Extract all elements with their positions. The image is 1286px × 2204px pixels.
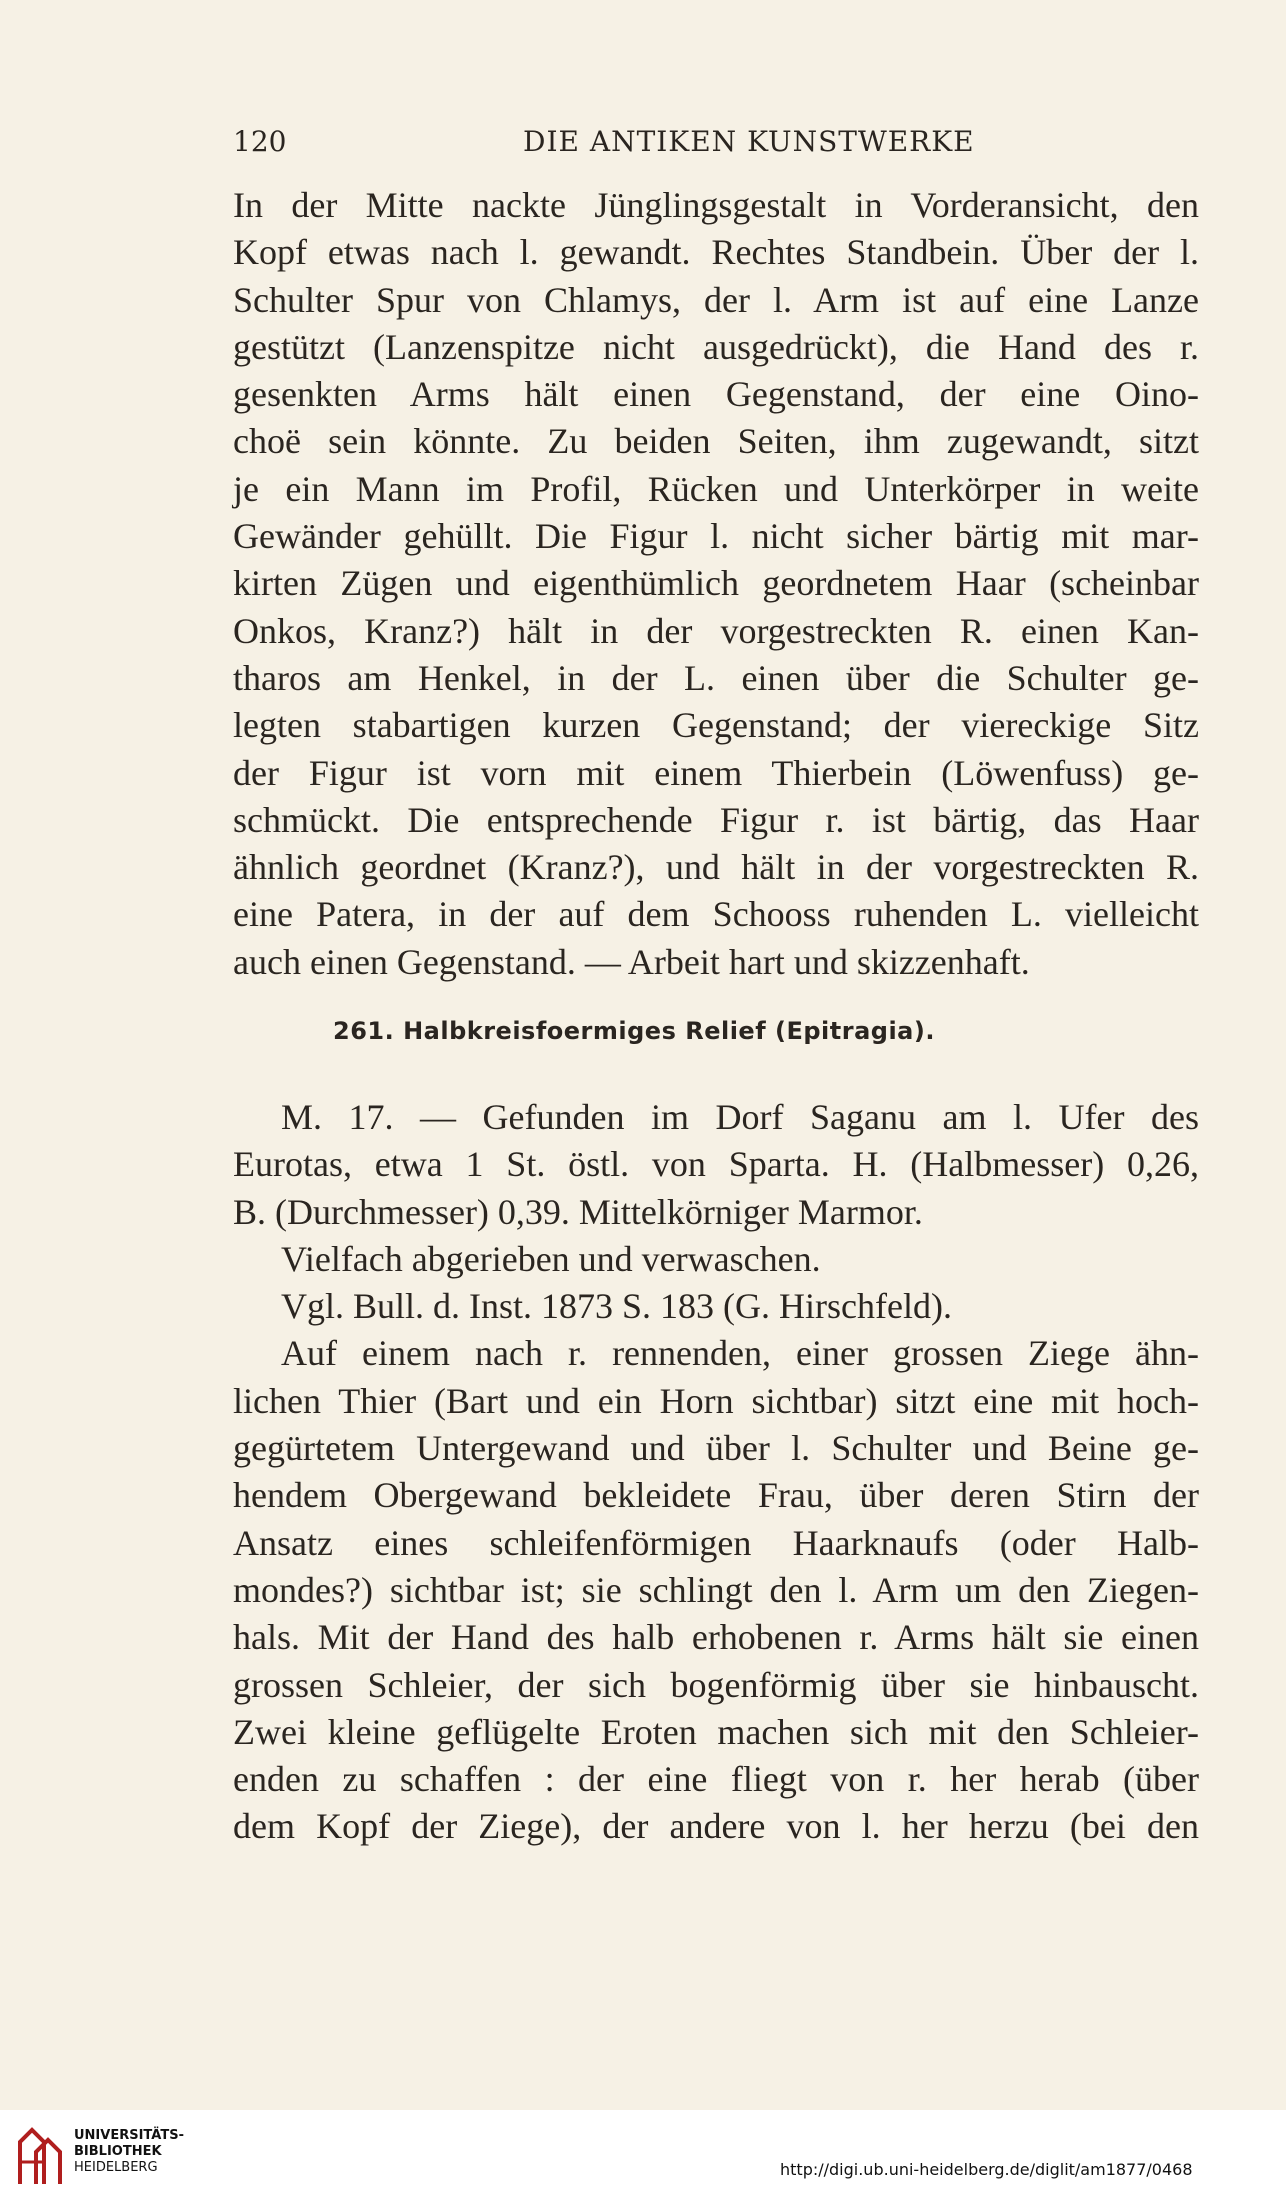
- text-line: Kopf etwas nach l. gewandt. Rechtes Standbein. Über der l.: [233, 232, 1199, 273]
- text-line: Eurotas, etwa 1 St. östl. von Sparta. H. (Halbmesser) 0,26,: [233, 1144, 1199, 1185]
- text-line: auch einen Gegenstand. — Arbeit hart und skizzenhaft.: [233, 941, 1030, 982]
- text-line: schmückt. Die entsprechende Figur r. ist bärtig, das Haar: [233, 799, 1199, 840]
- text-line: Vielfach abgerieben und verwaschen.: [281, 1238, 821, 1279]
- library-name-line: HEIDELBERG: [74, 2160, 158, 2175]
- text-line: lichen Thier (Bart und ein Horn sichtbar) sitzt eine mit hoch-: [233, 1380, 1199, 1421]
- page-number: 120: [233, 125, 287, 158]
- digitization-footer: [0, 2110, 1286, 2204]
- text-line: gegürtetem Untergewand und über l. Schulter und Beine ge-: [233, 1428, 1199, 1469]
- text-line: gesenkten Arms hält einen Gegenstand, der eine Oino-: [233, 374, 1199, 415]
- text-line: tharos am Henkel, in der L. einen über die Schulter ge-: [233, 657, 1199, 698]
- source-url-link[interactable]: http://digi.ub.uni-heidelberg.de/diglit/am1877/0468: [780, 2160, 1193, 2179]
- text-line: eine Patera, in der auf dem Schooss ruhenden L. vielleicht: [233, 894, 1199, 935]
- text-line: In der Mitte nackte Jünglingsgestalt in Vorderansicht, den: [233, 185, 1199, 225]
- paragraph-continuation: [233, 182, 1199, 986]
- library-name-line: BIBLIOTHEK: [74, 2144, 162, 2159]
- running-title: DIE ANTIKEN KUNSTWERKE: [523, 125, 975, 158]
- running-head: [233, 125, 1209, 165]
- text-line: dem Kopf der Ziege), der andere von l. her herzu (bei den: [233, 1806, 1199, 1847]
- library-logo-icon[interactable]: [14, 2122, 66, 2190]
- text-line: Schulter Spur von Chlamys, der l. Arm ist auf eine Lanze: [233, 279, 1199, 320]
- text-line: Zwei kleine geflügelte Eroten machen sich mit den Schleier-: [233, 1711, 1199, 1752]
- text-line: Auf einem nach r. rennenden, einer grossen Ziege ähn-: [281, 1333, 1199, 1374]
- library-name-line: UNIVERSITÄTS-: [74, 2128, 184, 2143]
- text-line: kirten Zügen und eigenthümlich geordnetem Haar (scheinbar: [233, 563, 1199, 604]
- section-heading: 261. Halbkreisfoermiges Relief (Epitragia).: [333, 1017, 935, 1045]
- text-line: legten stabartigen kurzen Gegenstand; der viereckige Sitz: [233, 705, 1199, 746]
- text-line: enden zu schaffen : der eine fliegt von r. her herab (über: [233, 1759, 1199, 1800]
- text-line: je ein Mann im Profil, Rücken und Unterkörper in weite: [233, 468, 1199, 509]
- text-line: mondes?) sichtbar ist; sie schlingt den l. Arm um den Ziegen-: [233, 1569, 1199, 1610]
- text-line: hals. Mit der Hand des halb erhobenen r. Arms hält sie einen: [233, 1617, 1199, 1658]
- text-line: grossen Schleier, der sich bogenförmig über sie hinbauscht.: [233, 1664, 1199, 1705]
- text-line: M. 17. — Gefunden im Dorf Saganu am l. Ufer des: [281, 1097, 1199, 1137]
- text-line: choë sein könnte. Zu beiden Seiten, ihm zugewandt, sitzt: [233, 421, 1199, 462]
- text-line: ähnlich geordnet (Kranz?), und hält in der vorgestreckten R.: [233, 847, 1199, 888]
- text-line: gestützt (Lanzenspitze nicht ausgedrückt), die Hand des r.: [233, 326, 1199, 367]
- text-line: hendem Obergewand bekleidete Frau, über deren Stirn der: [233, 1475, 1199, 1516]
- entry-body: [233, 1094, 1199, 1851]
- text-line: der Figur ist vorn mit einem Thierbein (Löwenfuss) ge-: [233, 752, 1199, 793]
- text-line: Gewänder gehüllt. Die Figur l. nicht sicher bärtig mit mar-: [233, 516, 1199, 557]
- text-line: Onkos, Kranz?) hält in der vorgestreckten R. einen Kan-: [233, 610, 1199, 651]
- text-line: B. (Durchmesser) 0,39. Mittelkörniger Marmor.: [233, 1191, 923, 1232]
- library-name: [74, 2128, 184, 2176]
- text-line: Ansatz eines schleifenförmigen Haarknaufs (oder Halb-: [233, 1522, 1199, 1563]
- text-line: Vgl. Bull. d. Inst. 1873 S. 183 (G. Hirschfeld).: [281, 1286, 952, 1327]
